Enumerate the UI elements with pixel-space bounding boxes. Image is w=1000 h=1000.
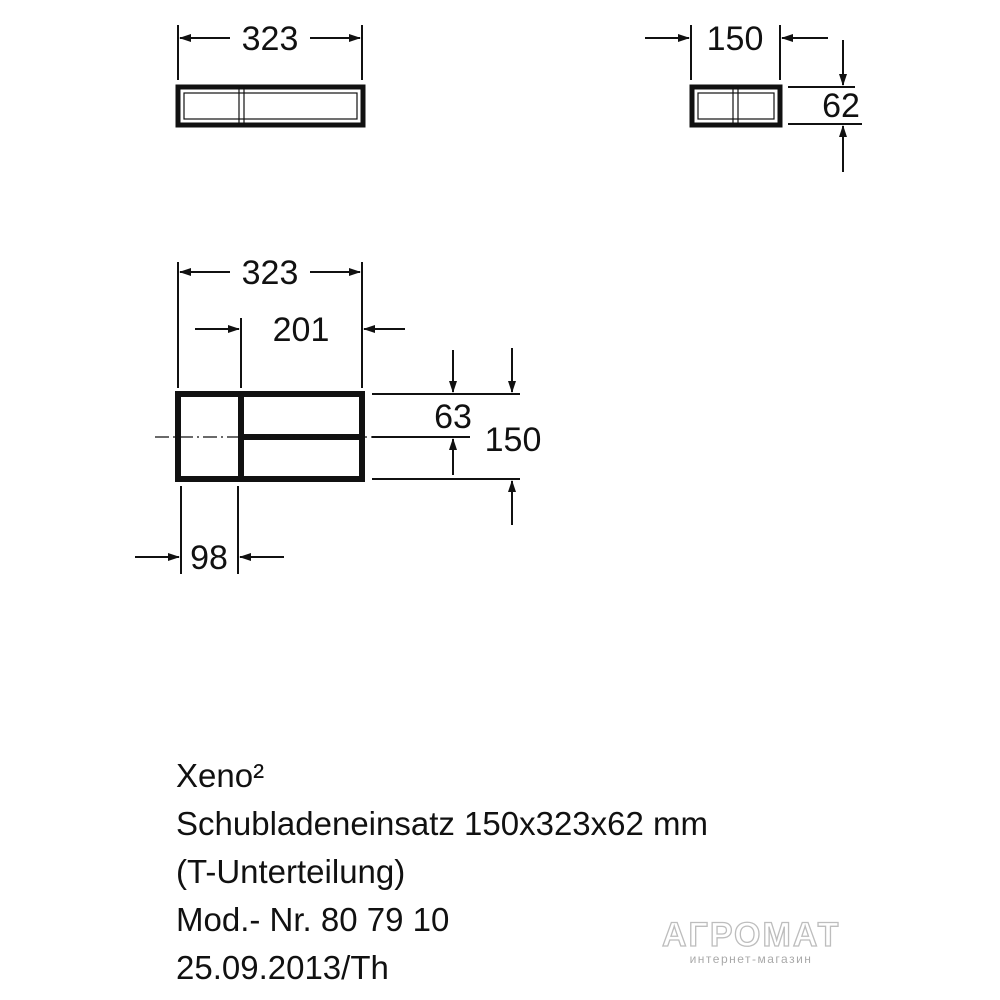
side-view-outline: [692, 87, 780, 125]
plan-view-98-label: 98: [190, 539, 228, 577]
top-view-width-label: 323: [241, 20, 299, 58]
watermark-brand: АГРОМАТ: [662, 916, 841, 954]
top-view-outline: [178, 87, 363, 125]
plan-view: [135, 254, 541, 577]
side-view-height-label: 62: [822, 87, 860, 125]
product-name: Xeno²: [176, 757, 265, 794]
drawing-date: 25.09.2013/Th: [176, 949, 389, 986]
watermark-tagline: интернет-магазин: [689, 952, 813, 966]
side-view: [645, 20, 862, 172]
model-number: Mod.- Nr. 80 79 10: [176, 901, 450, 938]
product-description: Schubladeneinsatz 150x323x62 mm: [176, 805, 709, 842]
plan-view-63-label: 63: [434, 398, 472, 436]
watermark: [662, 918, 840, 966]
top-view: [178, 20, 363, 125]
side-view-width-label: 150: [706, 20, 764, 58]
product-caption: [176, 752, 708, 992]
plan-view-201-label: 201: [272, 311, 330, 349]
plan-view-150-label: 150: [484, 421, 542, 459]
plan-view-width-label: 323: [241, 254, 299, 292]
product-variant: (T-Unterteilung): [176, 853, 406, 890]
